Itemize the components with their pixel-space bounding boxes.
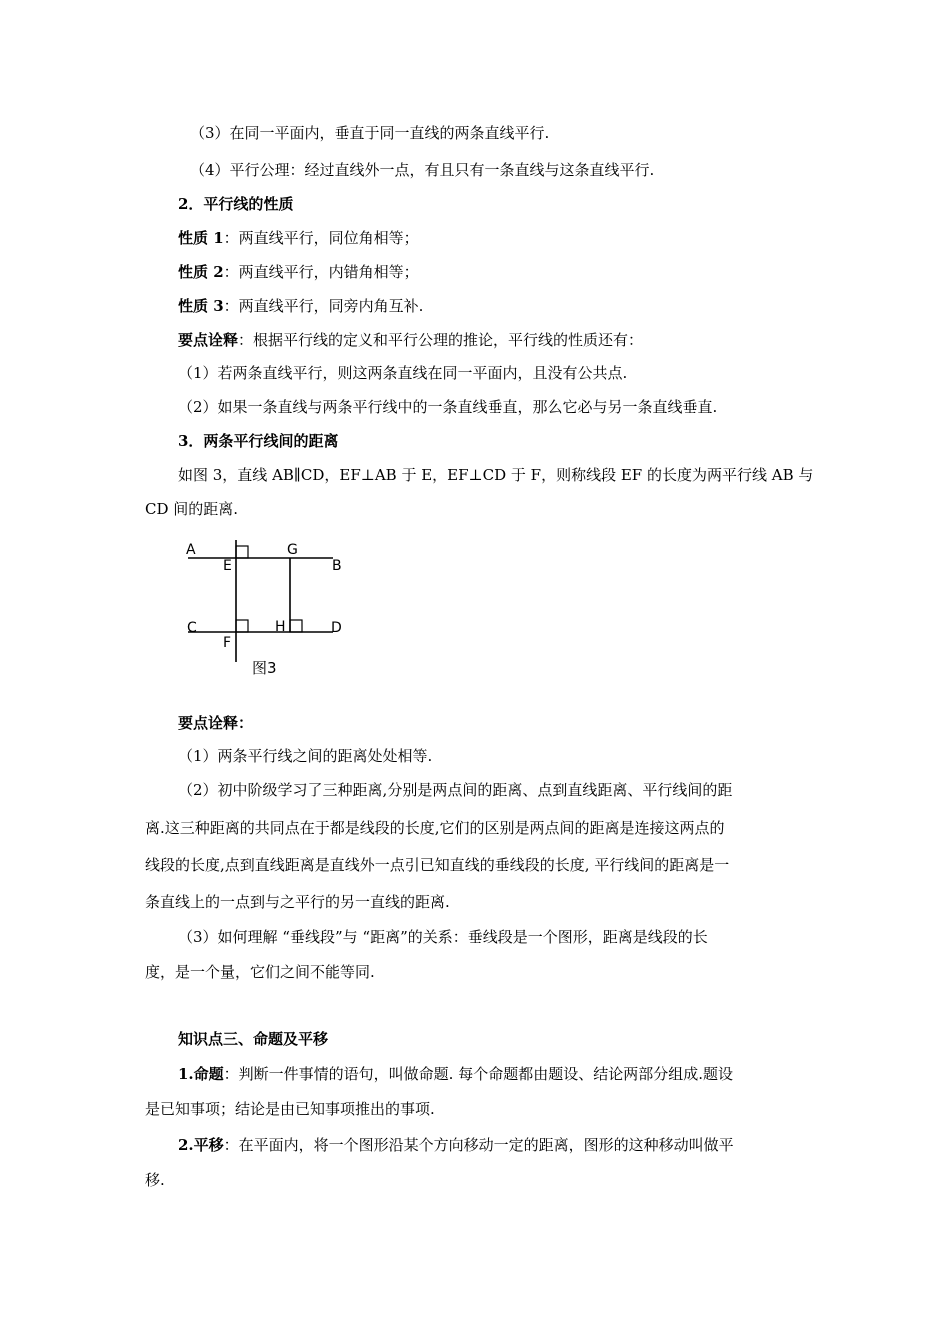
distance-text-2: CD 间的距离. — [145, 500, 239, 518]
knowledge-point-3-heading: 知识点三、命题及平移 — [178, 1030, 329, 1048]
label-G: G — [287, 542, 298, 558]
key-point-1-label: 要点诠释 — [178, 331, 239, 349]
property-3 — [178, 296, 423, 316]
section-heading-3: 3．两条平行线间的距离 — [178, 432, 339, 450]
text-line-1: （3）在同一平面内，垂直于同一直线的两条直线平行. — [190, 124, 550, 142]
key-point-1 — [178, 330, 643, 350]
property-2-label: 性质 2 — [178, 263, 224, 281]
proposition-text: ：判断一件事情的语句，叫做命题. 每个命题都由题设、结论两部分组成.题设 — [223, 1065, 733, 1083]
note-1: （1）若两条直线平行，则这两条直线在同一平面内，且没有公共点. — [178, 364, 628, 382]
note-m3-line-1: （3）如何理解 “垂线段”与 “距离”的关系：垂线段是一个图形，距离是线段的长 — [178, 928, 708, 946]
translation-label: 2.平移 — [178, 1136, 224, 1154]
key-point-2: 要点诠释： — [178, 714, 254, 732]
proposition-line-1 — [178, 1064, 733, 1084]
translation-line-2: 移. — [145, 1171, 165, 1189]
proposition-label: 1.命题 — [178, 1065, 224, 1083]
distance-text-1: 如图 3，直线 AB∥CD，EF⊥AB 于 E，EF⊥CD 于 F，则称线段 EF 的长度为两平行线 AB 与 — [178, 466, 814, 484]
figure-caption: 图3 — [252, 659, 277, 677]
label-C: C — [187, 620, 197, 636]
section-heading-2: 2．平行线的性质 — [178, 195, 294, 213]
note-m3-line-2: 度，是一个量，它们之间不能等同. — [145, 963, 375, 981]
proposition-line-2: 是已知事项；结论是由已知事项推出的事项. — [145, 1100, 435, 1118]
note-m2-line-3: 线段的长度,点到直线距离是直线外一点引已知直线的垂线段的长度, 平行线间的距离是一 — [145, 856, 730, 874]
property-1 — [178, 228, 419, 248]
label-B: B — [332, 558, 342, 574]
note-m2-line-1: （2）初中阶级学习了三种距离,分别是两点间的距离、点到直线距离、平行线间的距 — [178, 781, 733, 799]
note-m1: （1）两条平行线之间的距离处处相等. — [178, 747, 433, 765]
note-2: （2）如果一条直线与两条平行线中的一条直线垂直，那么它必与另一条直线垂直. — [178, 398, 718, 416]
label-H: H — [275, 619, 286, 635]
property-1-text: ：两直线平行，同位角相等； — [223, 229, 419, 247]
note-m2-line-4: 条直线上的一点到与之平行的另一直线的距离. — [145, 893, 450, 911]
property-2-text: ：两直线平行，内错角相等； — [223, 263, 419, 281]
property-3-label: 性质 3 — [178, 297, 224, 315]
label-D: D — [331, 620, 342, 636]
property-1-label: 性质 1 — [178, 229, 224, 247]
label-E: E — [223, 558, 232, 574]
text-line-2: （4）平行公理：经过直线外一点，有且只有一条直线与这条直线平行. — [190, 161, 655, 179]
figure-3-diagram — [178, 535, 358, 685]
translation-text: ：在平面内，将一个图形沿某个方向移动一定的距离，图形的这种移动叫做平 — [223, 1136, 734, 1154]
key-point-1-text: ：根据平行线的定义和平行公理的推论，平行线的性质还有： — [238, 331, 644, 349]
translation-line-1 — [178, 1135, 734, 1155]
label-A: A — [186, 542, 196, 558]
property-3-text: ：两直线平行，同旁内角互补. — [223, 297, 424, 315]
label-F: F — [223, 635, 232, 651]
property-2 — [178, 262, 419, 282]
note-m2-line-2: 离.这三种距离的共同点在于都是线段的长度,它们的区别是两点间的距离是连接这两点的 — [145, 819, 725, 837]
